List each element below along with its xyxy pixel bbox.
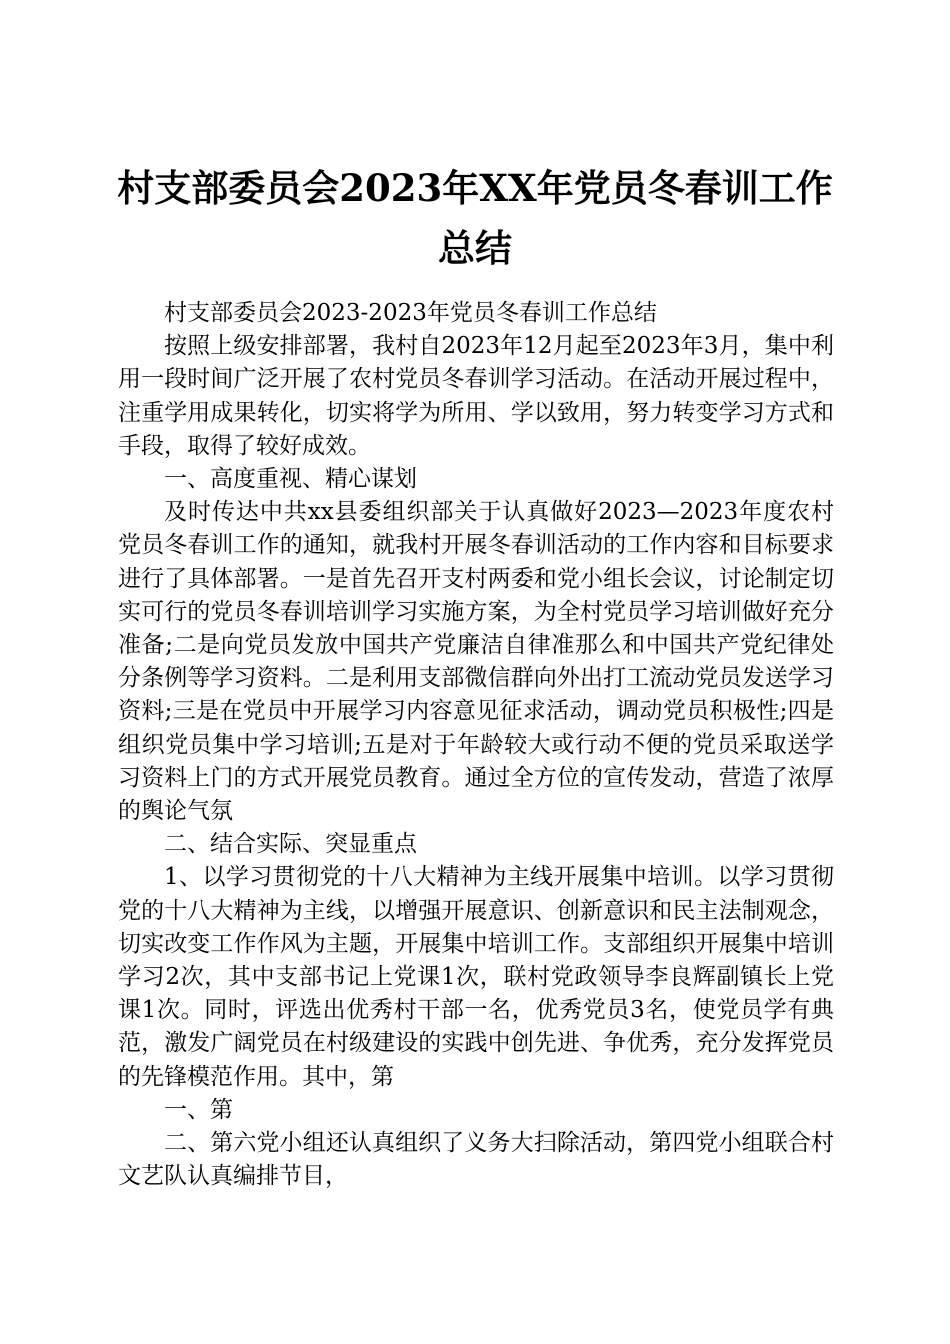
body-paragraph: 一、第	[164, 1096, 233, 1123]
body-paragraph: 二、第六党小组还认真组织了义务大扫除活动，第四党小组联合村文艺队认真编排节目，	[118, 1130, 834, 1190]
body-paragraph: 按照上级安排部署，我村自2023年12月起至2023年3月，集中利用一段时间广泛开展了农村党员冬春训学习活动。在活动开展过程中，注重学用成果转化，切实将学为所用、学以致用，努力转变学习方式和手段，取得了较好成效。	[118, 333, 834, 459]
section-heading: 二、结合实际、突显重点	[164, 831, 417, 858]
body-paragraph: 1、以学习贯彻党的十八大精神为主线开展集中培训。以学习贯彻党的十八大精神为主线，以增强开展意识、创新意识和民主法制观念，切实改变工作作风为主题，开展集中培训工作。支部组织开展集中培训学习2次，其中支部书记上党课1次，联村党政领导李良辉副镇长上党课1次。同时，评选出优秀村干部一名，优秀党员3名，使党员学有典范，激发广阔党员在村级建设的实践中创先进、争优秀，充分发挥党员的先锋模范作用。其中，第	[118, 864, 834, 1090]
body-paragraph: 村支部委员会2023-2023年党员冬春训工作总结	[164, 300, 657, 326]
body-paragraph: 及时传达中共xx县委组织部关于认真做好2023—2023年度农村党员冬春训工作的通知，就我村开展冬春训活动的工作内容和目标要求进行了具体部署。一是首先召开支村两委和党小组长会议，讨论制定切实可行的党员冬春训培训学习实施方案，为全村党员学习培训做好充分准备;二是向党员发放中国共产党廉洁自律准那么和中国共产党纪律处分条例等学习资料。二是利用支部微信群向外出打工流动党员发送学习资料;三是在党员中开展学习内容意见征求活动，调动党员积极性;四是组织党员集中学习培训;五是对于年龄较大或行动不便的党员采取送学习资料上门的方式开展党员教育。通过全方位的宣传发动，营造了浓厚的舆论气氛	[118, 499, 834, 825]
document-body	[118, 297, 834, 1193]
section-heading: 一、高度重视、精心谋划	[164, 466, 417, 493]
document-title: 村支部委员会2023年XX年党员冬春训工作总结	[117, 166, 833, 270]
